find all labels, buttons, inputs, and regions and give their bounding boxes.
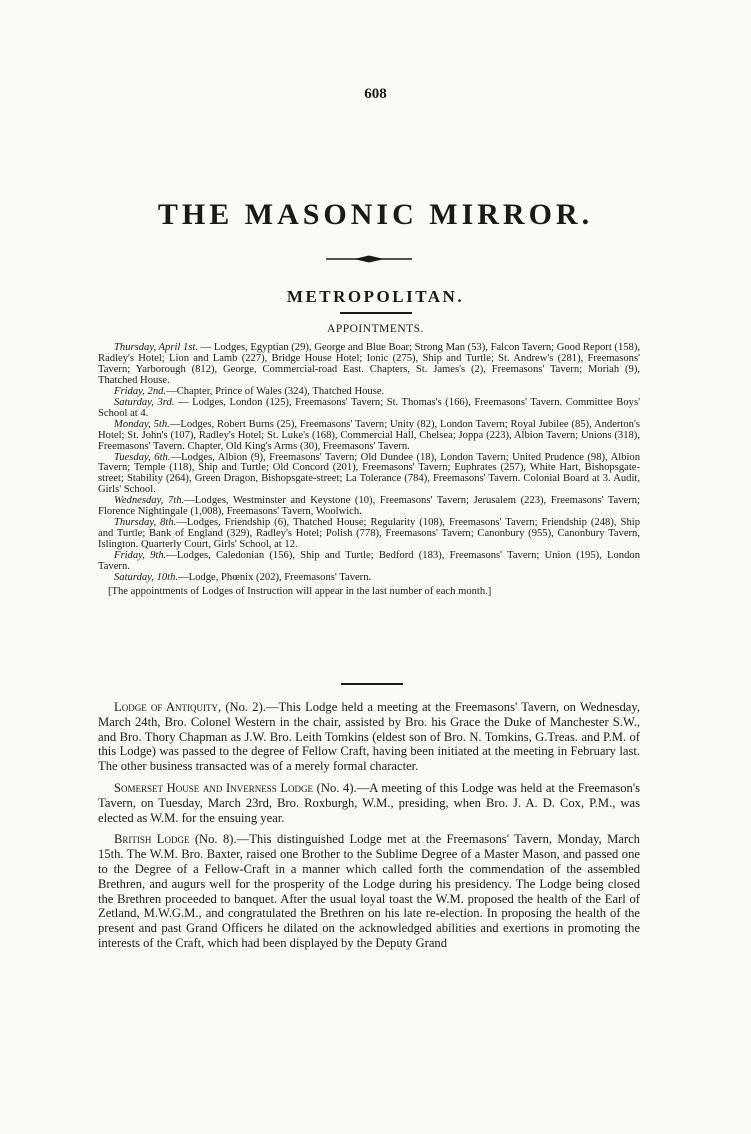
section-rule	[340, 312, 412, 314]
appointment-text: —Lodges, Friendship (6), Thatched House; Regularity (108), Freemasons' Tavern; Friendship (248), Ship and Turtle; Bank of England (329), Radley's Hotel; Polish (778), Freemasons' Tavern; Canonbury (955), Canonbury Tavern, Islington. Quarterly Court, Girls' School, at 12.	[98, 517, 640, 551]
lodge-report	[98, 700, 640, 774]
lodge-report-text: (No. 2).—This Lodge held a meeting at the Freemasons' Tavern, on Wednesday, March 24th, Bro. Colonel Western in the chair, assisted by Bro. his Grace the Duke of Manchester S.W., and Bro. Thory Chapman as J.W. Bro. Leith Tomkins (eldest son of Bro. N. Tomkins, G.Treas. and P.M. of this Lodge) was passed to the degree of Fellow Craft, having been initiated at the meeting in February last. The other business transacted was of a merely formal character.	[98, 700, 640, 774]
appointment-text: — Lodges, London (125), Freemasons' Tavern; St. Thomas's (166), Freemasons' Tavern. Committee Boys' School at 4.	[98, 396, 640, 419]
appointments-heading: APPOINTMENTS.	[327, 323, 424, 335]
appointment-text: —Lodges, Caledonian (156), Ship and Turtle; Bedford (183), Freemasons' Tavern; Union (195), London Tavern.	[98, 550, 640, 573]
appointment-day: Monday, 5th.	[114, 418, 170, 430]
ornament-divider-icon	[326, 254, 412, 264]
appointment-day: Tuesday, 6th.	[114, 451, 171, 463]
appointment-day: Wednesday, 7th.	[114, 495, 185, 507]
appointment-entry	[98, 551, 640, 573]
appointment-entry	[98, 398, 640, 420]
appointment-text: —Lodges, Robert Burns (25), Freemasons' Tavern; Unity (82), London Tavern; Royal Jubilee (85), Anderton's Hotel; St. John's (107), Radley's Hotel; St. Luke's (168), Commercial Hall, Chelsea; Joppa (223), Albion Tavern; Unions (318), Freemasons' Tavern. Chapter, Old King's Arms (30), Freemasons' Tavern.	[98, 418, 640, 452]
appointment-entry	[98, 343, 640, 387]
page-number: 608	[364, 86, 387, 102]
lodge-report-text: (No. 4).—A meeting of this Lodge was held at the Freemason's Tavern, on Tuesday, March 23rd, Bro. Roxburgh, W.M., presiding, when Bro. J. A. D. Cox, P.M., was elected as W.M. for the ensuing year.	[98, 780, 640, 825]
appointment-day: Saturday, 3rd.	[114, 396, 175, 408]
appointment-day: Friday, 9th.	[114, 550, 167, 562]
appointments-list	[98, 343, 640, 598]
appointment-entry	[98, 453, 640, 497]
appointment-day: Thursday, 8th.	[114, 517, 177, 529]
section-title: METROPOLITAN.	[286, 287, 465, 306]
lodge-reports	[98, 700, 640, 958]
appointment-text: —Lodges, Albion (9), Freemasons' Tavern; Old Dundee (18), London Tavern; United Prudence (98), Albion Tavern; Temple (118), Ship and Turtle; Old Concord (201), Freemasons' Tavern; Euphrates (257), White Hart, Bishopsgate-street; Stability (264), Green Dragon, Bishopsgate-street; La Tolerance (784), Freemasons' Tavern. Colonial Board at 3. Audit, Girls' School.	[98, 451, 641, 496]
lodge-report-text: (No. 8).—This distinguished Lodge met at the Freemasons' Tavern, Monday, March 15th. The W.M. Bro. Baxter, raised one Brother to the Sublime Degree of a Master Mason, and passed one to the Degree of a Fellow-Craft in a manner which called forth the commendation of the assembled Brethren, and augurs well for the prosperity of the Lodge during his presidency. The Lodge being closed the Brethren proceeded to banquet. After the usual loyal toast the W.M. proposed the health of the Earl of Zetland, M.W.G.M., and congratulated the Brethren on his late re-election. In proposing the health of the present and past Grand Officers he dilated on the acknowledged abilities and exertions in promoting the interests of the Craft, which had been displayed by the Deputy Grand	[98, 832, 640, 950]
appointment-entry	[98, 420, 640, 453]
lodge-report	[98, 781, 640, 825]
lodge-name: Lodge of Antiquity,	[114, 700, 222, 714]
appointment-day: Friday, 2nd.	[114, 385, 167, 397]
appointment-day: Saturday, 10th.	[114, 572, 179, 584]
appointment-text: —Lodges, Westminster and Keystone (10), Freemasons' Tavern; Jerusalem (223), Freemasons' Tavern; Florence Nightingale (1,008), Freemasons' Tavern, Woolwich.	[98, 495, 640, 518]
section-divider	[341, 683, 403, 685]
lodge-name: British Lodge	[114, 832, 190, 847]
appointment-text: —Chapter, Prince of Wales (324), Thatched House.	[166, 385, 385, 397]
appointment-day: Thursday, April 1st.	[114, 342, 198, 353]
appointment-entry	[98, 496, 640, 518]
appointment-text: —Lodge, Phœnix (202), Freemasons' Tavern.	[178, 572, 372, 584]
appointment-text: — Lodges, Egyptian (29), George and Blue Boar; Strong Man (53), Falcon Tavern; Good Report (158), Radley's Hotel; Lion and Lamb (227), Bridge House Hotel; Ionic (275), Ship and Turtle; St. Andrew's (281), Freemasons' Tavern; Yarborough (812), George, Commercial-road East. Chapters, St. James's (2), Freemasons' Tavern; Moriah (9), Thatched House.	[98, 342, 641, 386]
appointment-entry	[98, 573, 640, 584]
lodge-report	[98, 832, 640, 950]
lodge-name: Somerset House and Inverness Lodge	[114, 780, 314, 795]
appointment-entry	[98, 518, 640, 551]
masthead-title: THE MASONIC MIRROR.	[157, 198, 594, 231]
appointments-note: [The appointments of Lodges of Instruction will appear in the last number of each month.]	[108, 585, 492, 597]
